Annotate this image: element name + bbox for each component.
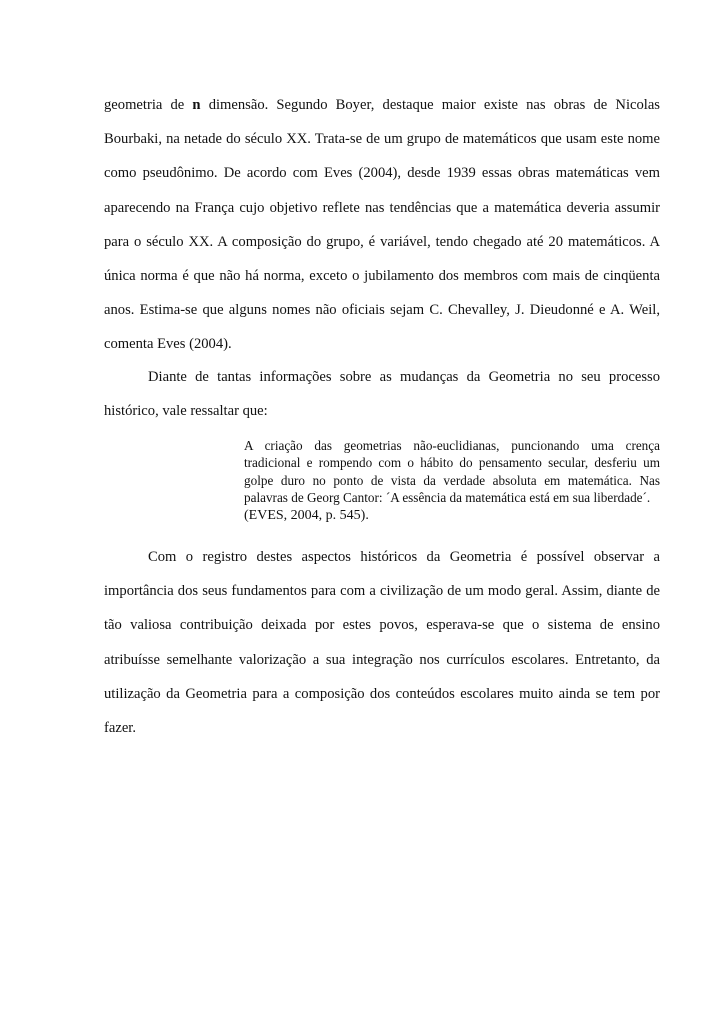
paragraph-intro-quote	[104, 360, 660, 428]
paragraph-bourbaki	[104, 88, 660, 362]
paragraph-2-text: Diante de tantas informações sobre as mudanças da Geometria no seu processo histórico, vale ressaltar que:	[104, 369, 660, 420]
paragraph-1-start: geometria de	[104, 97, 193, 113]
paragraph-1-rest: dimensão. Segundo Boyer, destaque maior existe nas obras de Nicolas Bourbaki, na netade do século XX. Trata-se de um grupo de matemáticos que usam este nome como pseudônimo. De acordo com Eves (2004), desde 1939 essas obras matemáticas vem aparecendo na França cujo objetivo reflete nas tendências que a matemática deveria assumir para o século XX. A composição do grupo, é variável, tendo chegado até 20 matemáticos. A única norma é que não há norma, exceto o jubilamento dos membros com mais de cinqüenta anos. Estima-se que alguns nomes não oficiais sejam C. Chevalley, J. Dieudonné e A. Weil, comenta Eves (2004).	[104, 97, 660, 353]
quote-text: A criação das geometrias não-euclidianas, puncionando uma crença tradicional e rompendo com o hábito do pensamento secular, desferiu um golpe duro no ponto de vista da verdade absoluta em matemática. Nas palavras de Georg Cantor: ´A essência da matemática está em sua liberdade´.	[244, 438, 660, 505]
paragraph-3-text: Com o registro destes aspectos históricos da Geometria é possível observar a importância dos seus fundamentos para com a civilização de um modo geral. Assim, diante de tão valiosa contribuição deixada por estes povos, esperava-se que o sistema de ensino atribuísse semelhante valorização a sua integração nos currículos escolares. Entretanto, da utilização da Geometria para a composição dos conteúdos escolares muito ainda se tem por fazer.	[104, 549, 660, 737]
paragraph-conclusion	[104, 540, 660, 745]
bold-n: n	[192, 97, 201, 113]
quote-citation: (EVES, 2004, p. 545).	[244, 508, 369, 524]
block-quote	[244, 437, 660, 524]
